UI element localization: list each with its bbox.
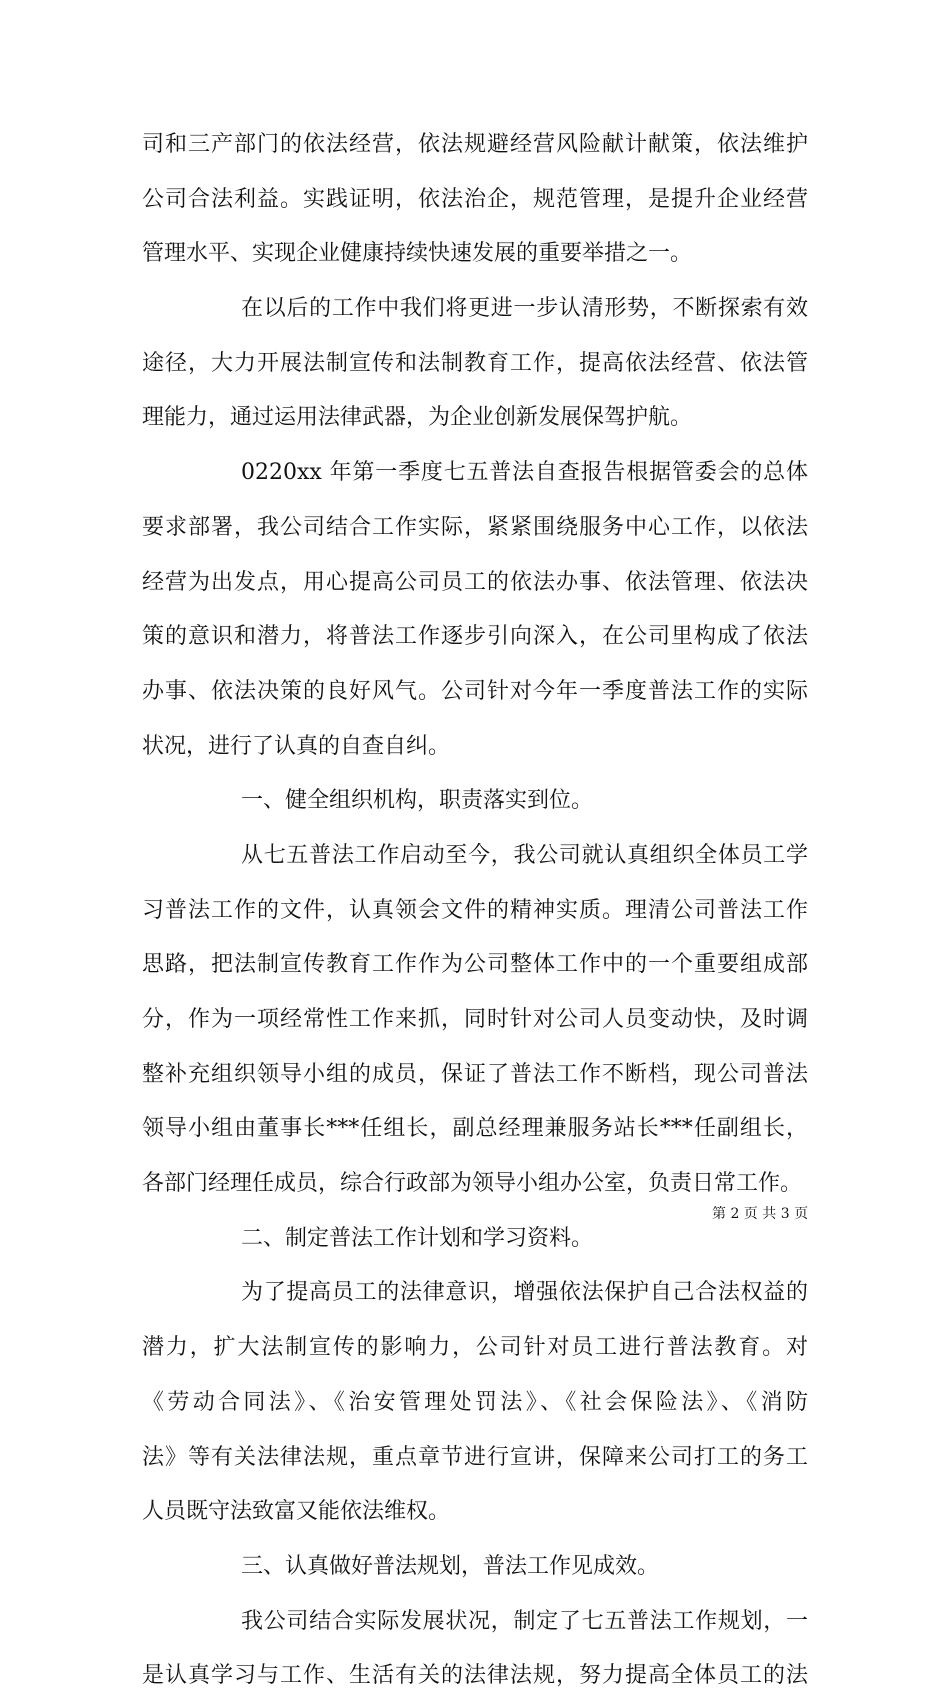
text-line: 整补充组织领导小组的成员，保证了普法工作不断档，现公司普法	[142, 1061, 808, 1087]
text-line: 分，作为一项经常性工作来抓，同时针对公司人员变动快，及时调	[142, 1007, 808, 1032]
document-body	[142, 118, 808, 1704]
text-line: 法》等有关法律法规，重点章节进行宣讲，保障来公司打工的务工	[142, 1444, 808, 1470]
page-number: 第 2 页 共 3 页	[712, 1206, 809, 1222]
text-line: 公司合法利益。实践证明，依法治企，规范管理，是提升企业经营	[142, 186, 808, 212]
text-line: 策的意识和潜力，将普法工作逐步引向深入，在公司里构成了依法	[142, 624, 808, 650]
text-line: 领导小组由董事长***任组长，副总经理兼服务站长***任副组长，	[142, 1116, 808, 1142]
text-line: 经营为出发点，用心提高公司员工的依法办事、依法管理、依法决	[142, 569, 808, 595]
text-line: 司和三产部门的依法经营，依法规避经营风险献计献策，依法维护	[142, 132, 808, 157]
section-heading: 三、认真做好普法规划，普法工作见成效。	[241, 1553, 660, 1579]
text-line: 各部门经理任成员，综合行政部为领导小组办公室，负责日常工作。	[142, 1171, 803, 1197]
text-line: 从七五普法工作启动至今，我公司就认真组织全体员工学	[241, 842, 808, 868]
section-heading: 二、制定普法工作计划和学习资料。	[241, 1225, 594, 1251]
text-line: 是认真学习与工作、生活有关的法律法规，努力提高全体员工的法	[142, 1663, 808, 1689]
text-line: 管理水平、实现企业健康持续快速发展的重要举措之一。	[142, 241, 693, 267]
text-line: 我公司结合实际发展状况，制定了七五普法工作规划，一	[241, 1608, 808, 1634]
text-line: 《劳动合同法》、《治安管理处罚法》、《社会保险法》、《消防	[142, 1389, 808, 1415]
text-line: 要求部署，我公司结合工作实际，紧紧围绕服务中心工作，以依法	[142, 514, 808, 540]
text-line: 人员既守法致富又能依法维权。	[142, 1499, 451, 1525]
text-line: 办事、依法决策的良好风气。公司针对今年一季度普法工作的实际	[142, 678, 808, 704]
text-line: 状况，进行了认真的自查自纠。	[142, 733, 451, 759]
text-line: 在以后的工作中我们将更进一步认清形势，不断探索有效	[241, 296, 808, 322]
text-line: 0220xx 年第一季度七五普法自查报告根据管委会的总体	[241, 460, 808, 486]
section-heading: 一、健全组织机构，职责落实到位。	[241, 788, 594, 814]
text-line: 思路，把法制宣传教育工作作为公司整体工作中的一个重要组成部	[142, 952, 808, 978]
text-line: 途径，大力开展法制宣传和法制教育工作，提高依法经营、依法管	[142, 350, 808, 376]
text-line: 为了提高员工的法律意识，增强依法保护自己合法权益的	[241, 1280, 808, 1306]
text-line: 习普法工作的文件，认真领会文件的精神实质。理清公司普法工作	[142, 897, 808, 923]
text-line: 理能力，通过运用法律武器，为企业创新发展保驾护航。	[142, 405, 693, 431]
text-line: 潜力，扩大法制宣传的影响力，公司针对员工进行普法教育。对	[142, 1335, 808, 1361]
